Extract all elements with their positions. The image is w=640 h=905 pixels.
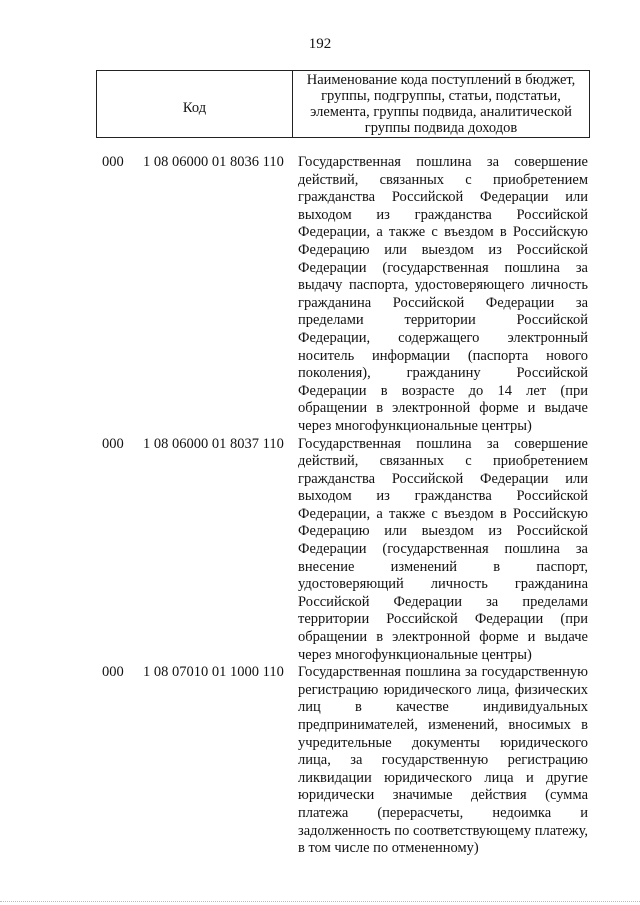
row-revenue-code: 1 08 06000 01 8037 110 <box>143 435 284 452</box>
table-body <box>0 154 640 858</box>
header-name-label: Наименование кода поступлений в бюджет, группы, подгруппы, статьи, подстатьи, элемента, группы подвида, аналитической группы подвида доходов <box>306 72 576 136</box>
table-row <box>0 154 640 436</box>
row-admin-code: 000 <box>102 435 124 452</box>
table-row <box>0 436 640 665</box>
row-admin-code: 000 <box>102 154 124 170</box>
row-description: Государственная пошлина за государственную регистрацию юридического лица, физических лиц в качестве индивидуальных предпринимателей, изменений, вносимых в учредительные документы юридического лица, за государственную регистрацию ликвидации юридического лица и другие юридически значимые действия (сумма платежа (перерасчеты, недоимка и задолженность по соответствующему платежу, в том числе по отмененному) <box>298 664 588 857</box>
row-revenue-code: 1 08 07010 01 1000 110 <box>143 664 284 681</box>
table-header <box>96 70 590 138</box>
row-description: Государственная пошлина за совершение действий, связанных с приобретением гражданства Российской Федерации или выходом из гражданства Российской Федерации, а также с въездом в Российскую Федерацию или выездом из Российской Федерации (государственная пошлина за внесение изменений в паспорт, удостоверяющий личность гражданина Российской Федерации за пределами территории Российской Федерации (при обращении в электронной форме и выдаче через многофункциональные центры) <box>298 435 588 663</box>
row-admin-code: 000 <box>102 664 124 681</box>
page-number: 192 <box>308 36 332 52</box>
scan-edge-divider <box>0 901 640 903</box>
row-revenue-code: 1 08 06000 01 8036 110 <box>143 154 284 170</box>
header-code-label: Код <box>97 71 293 137</box>
row-description: Государственная пошлина за совершение действий, связанных с приобретением гражданства Российской Федерации или выходом из гражданства Российской Федерации, а также с въездом в Российскую Федерацию или выездом из Российской Федерации (государственная пошлина за выдачу паспорта, удостоверяющего личность гражданина Российской Федерации за пределами территории Российской Федерации, содержащего электронный носитель информации (паспорта нового поколения), гражданину Российской Федерации в возрасте до 14 лет (при обращении в электронной форме и выдаче через многофункциональные центры) <box>298 154 588 434</box>
table-row <box>0 664 640 858</box>
